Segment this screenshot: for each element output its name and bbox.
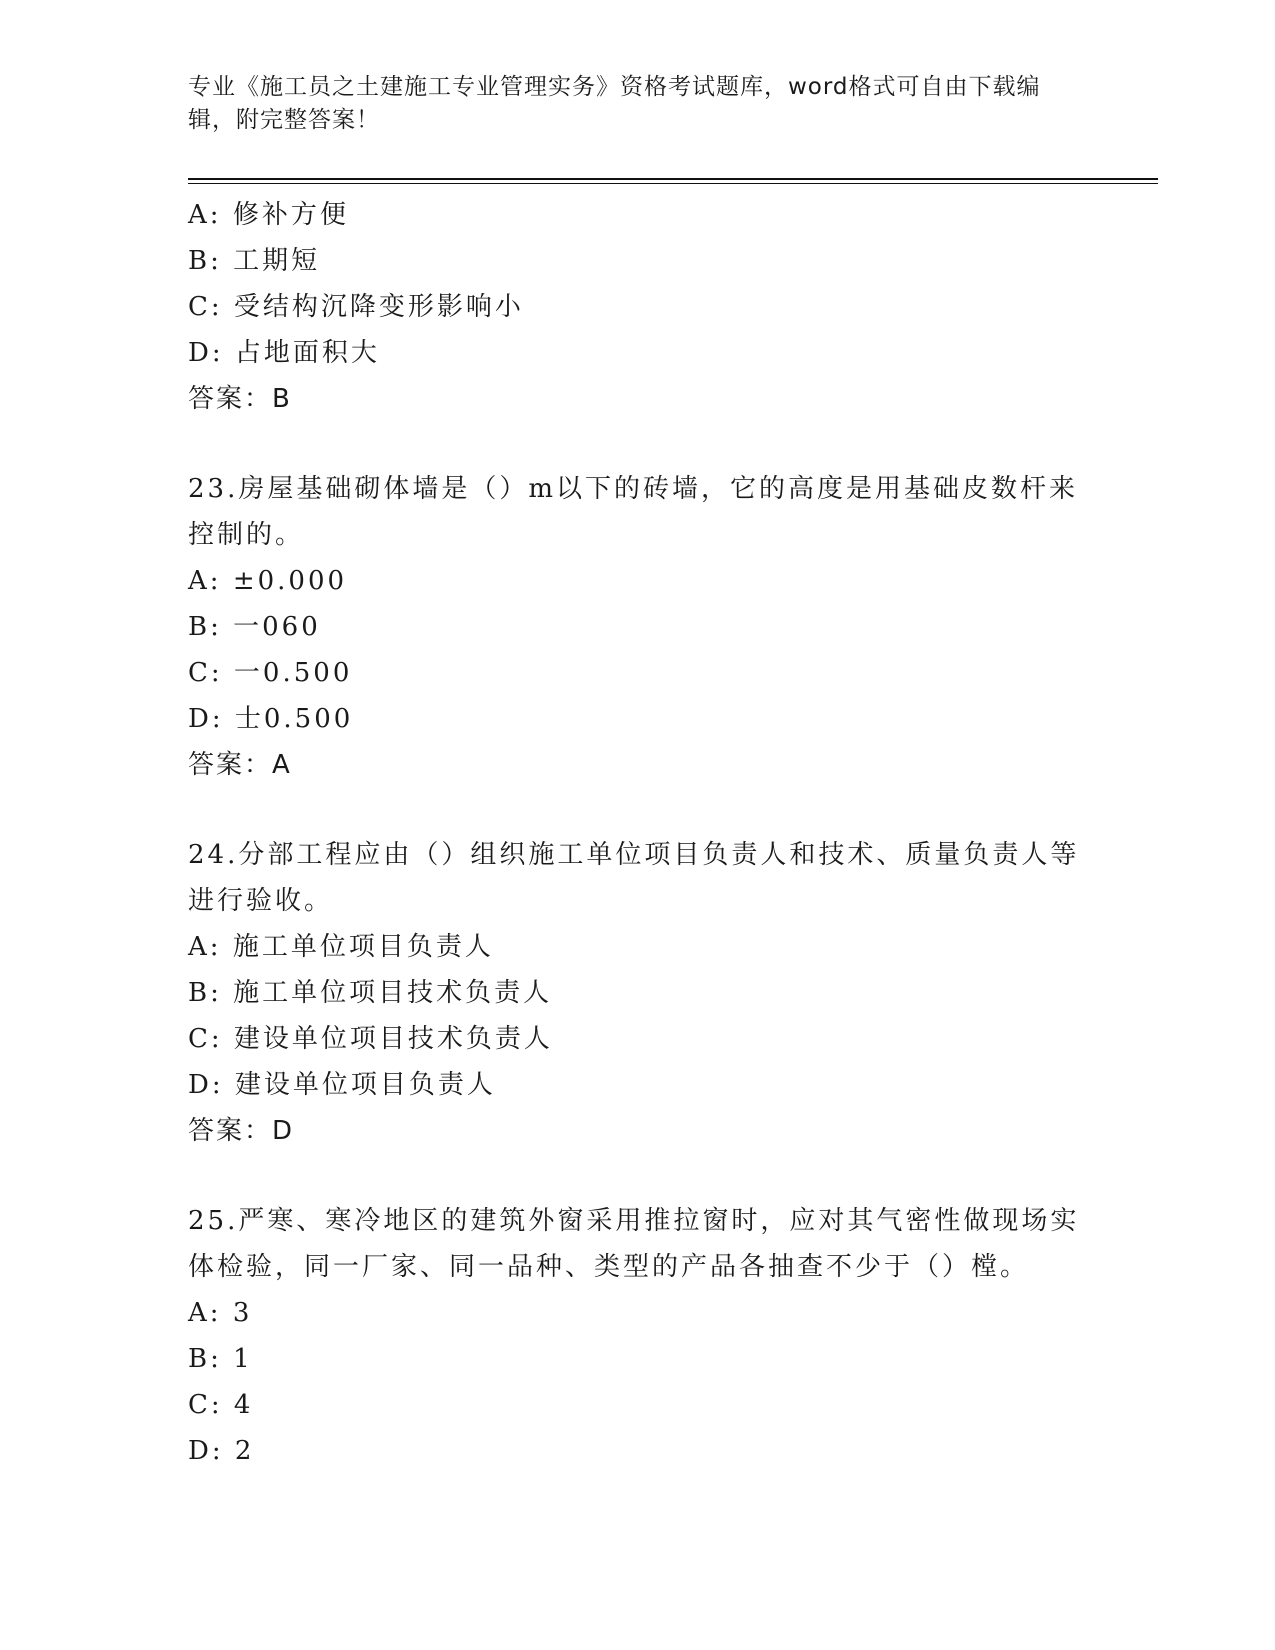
header-divider-thick <box>188 178 1158 180</box>
question-24-block <box>188 832 1088 1154</box>
question-text: 严寒、寒冷地区的建筑外窗采用推拉窗时，应对其气密性做现场实体检验，同一厂家、同一品种、类型的产品各抽查不少于（）樘。 <box>188 1206 1080 1282</box>
question-25-option-b: B: 1 <box>188 1344 253 1374</box>
question-24-answer: 答案：D <box>188 1116 295 1146</box>
question-25-option-a: A: 3 <box>188 1298 253 1328</box>
question-number: 23. <box>188 474 239 504</box>
question-24-option-c: C: 建设单位项目技术负责人 <box>188 1024 553 1054</box>
question-24-option-b: B: 施工单位项目技术负责人 <box>188 978 553 1008</box>
question-24-option-a: A: 施工单位项目负责人 <box>188 932 494 962</box>
question-23-block <box>188 466 1088 788</box>
document-header: 专业《施工员之土建施工专业管理实务》资格考试题库，word格式可自由下载编辑，附完整答案！ <box>188 74 1041 133</box>
question-23-option-c: C: 一0.500 <box>188 658 353 688</box>
question-number: 25. <box>188 1206 239 1236</box>
question-24-stem <box>188 832 1088 924</box>
question-25-option-c: C: 4 <box>188 1390 254 1420</box>
question-22-option-b: B: 工期短 <box>188 246 321 276</box>
header-divider-thin <box>188 183 1158 184</box>
question-22-block <box>188 192 1088 422</box>
question-number: 24. <box>188 840 239 870</box>
question-23-stem <box>188 466 1088 558</box>
question-23-option-a: A: ±0.000 <box>188 566 348 596</box>
question-23-answer: 答案：A <box>188 750 292 780</box>
question-text: 分部工程应由（）组织施工单位项目负责人和技术、质量负责人等进行验收。 <box>188 840 1080 916</box>
question-25-option-d: D: 2 <box>188 1436 255 1466</box>
question-24-option-d: D: 建设单位项目负责人 <box>188 1070 496 1100</box>
question-25-stem <box>188 1198 1088 1290</box>
question-22-option-c: C: 受结构沉降变形影响小 <box>188 292 524 322</box>
question-25-block <box>188 1198 1088 1474</box>
question-23-option-b: B: 一060 <box>188 612 321 642</box>
question-23-option-d: D: 士0.500 <box>188 704 354 734</box>
question-list <box>188 192 1088 1474</box>
question-22-option-a: A: 修补方便 <box>188 200 349 230</box>
question-22-answer: 答案：B <box>188 384 292 414</box>
question-22-option-d: D: 占地面积大 <box>188 338 380 368</box>
question-text: 房屋基础砌体墙是（）m以下的砖墙，它的高度是用基础皮数杆来控制的。 <box>188 474 1079 550</box>
